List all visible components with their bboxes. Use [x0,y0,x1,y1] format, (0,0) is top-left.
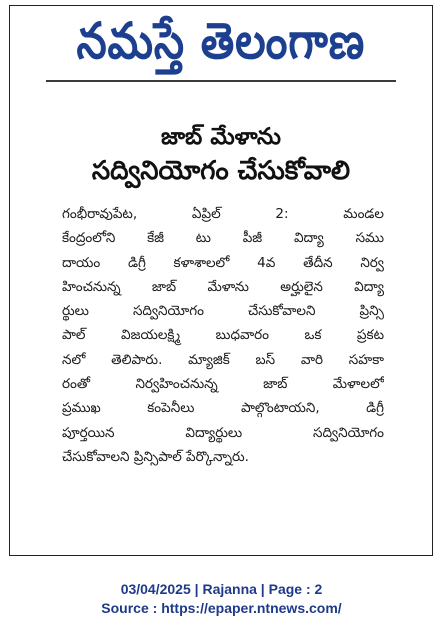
headline-line-2: సద్వినియోగం చేసుకోవాలి [91,156,351,186]
headline-line-1: జాబ్‌ మేళాను [161,124,281,150]
publication-info: 03/04/2025 | Rajanna | Page : 2 [120,581,323,597]
article-line: నలో తెలిపారు. మ్యాజిక్‌ బస్‌ వారి సహకా [62,351,384,368]
article-line: గంభీరావుపేట, ఏప్రిల్‌ 2: మండల [62,206,384,222]
header-divider [46,80,396,82]
article-line: పాల్‌ విజయలక్ష్మి బుధవారం ఒక ప్రకట [62,327,384,344]
article-body [62,202,384,469]
article-line: హించనున్న జాబ్‌ మేళాను అర్హులైన విద్యా [62,278,384,295]
article-line: ర్థులు సద్వినియోగం చేసుకోవాలని ప్రిన్సి [62,303,384,320]
article-line: చేసుకోవాలని ప్రిన్సిపాల్‌ పేర్కొన్నారు. [62,448,249,465]
article-line: దాయం డిగ్రీ కళాశాలలో 4వ తేదీన నిర్వ [62,254,384,271]
source-link[interactable]: Source : https://epaper.ntnews.com/ [101,600,342,616]
article-line: కేంద్రంలోని కేజీ టు పీజీ విద్యా సము [62,230,384,247]
article-line: రంతో నిర్వహించనున్న జాబ్‌ మేళాలలో [62,376,384,393]
masthead [10,10,432,72]
article-line: పూర్తయిన విద్యార్థులు సద్వినియోగం [62,424,384,441]
masthead-logo: నమస్తే తెలంగాణ [76,12,366,70]
clipping-frame [9,5,433,556]
article-line: ప్రముఖ కంపెనీలు పాల్గొంటాయని, డిగ్రీ [62,400,384,417]
